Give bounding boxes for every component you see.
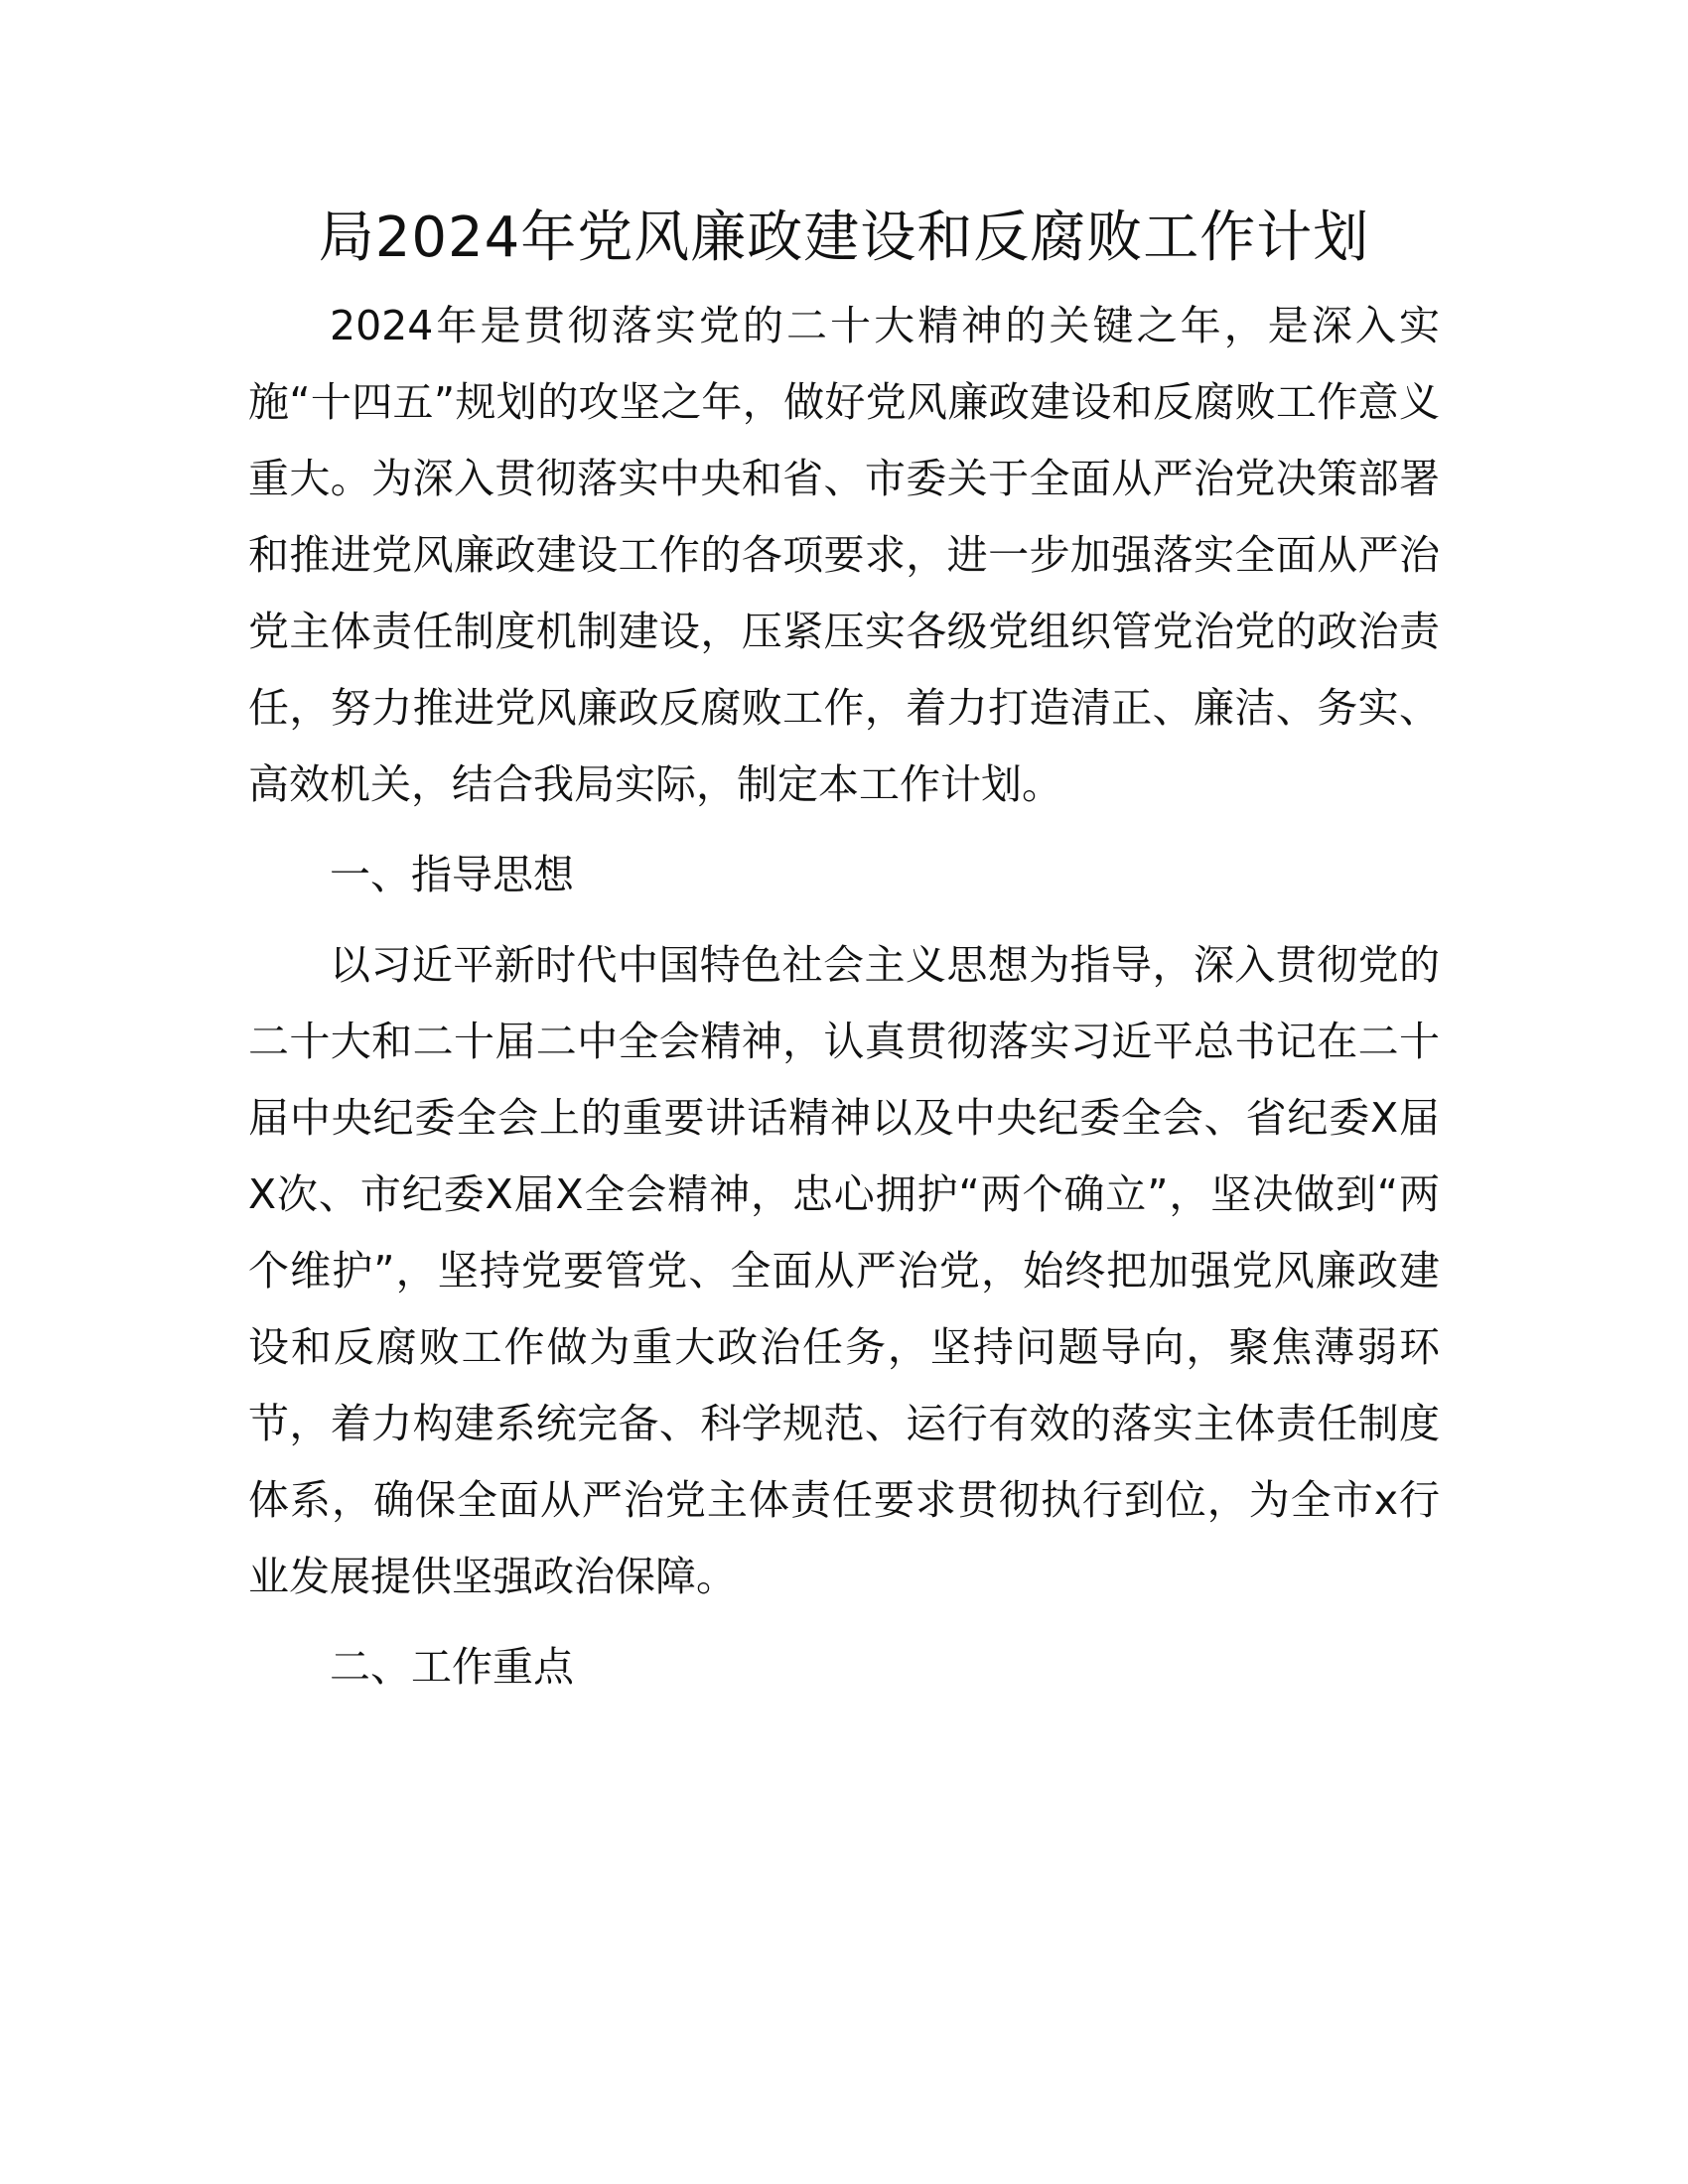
guiding-ideology-paragraph: 以习近平新时代中国特色社会主义思想为指导，深入贯彻党的二十大和二十届二中全会精神，认真贯彻落实习近平总书记在二十届中央纪委全会上的重要讲话精神以及中央纪委全会、省纪委X届X次、市纪委X届X全会精神，忠心拥护“两个确立”，坚决做到“两个维护”，坚持党要管党、全面从严治党，始终把加强党风廉政建设和反腐败工作做为重大政治任务，坚持问题导向，聚焦薄弱环节，着力构建系统完备、科学规范、运行有效的落实主体责任制度体系，确保全面从严治党主体责任要求贯彻执行到位，为全市x行业发展提供坚强政治保障。 [248, 941, 1440, 1600]
intro-paragraph: 2024年是贯彻落实党的二十大精神的关键之年，是深入实施“十四五”规划的攻坚之年，做好党风廉政建设和反腐败工作意义重大。为深入贯彻落实中央和省、市委关于全面从严治党决策部署和推进党风廉政建设工作的各项要求，进一步加强落实全面从严治党主体责任制度机制建设，压紧压实各级党组织管党治党的政治责任，努力推进党风廉政反腐败工作，着力打造清正、廉洁、务实、高效机关，结合我局实际，制定本工作计划。 [248, 302, 1440, 808]
document-title: 局2024年党风廉政建设和反腐败工作计划 [318, 205, 1370, 270]
document-body [248, 288, 1440, 1706]
section-heading-work-focus: 二、工作重点 [330, 1643, 574, 1691]
section-heading-guiding-ideology: 一、指导思想 [330, 851, 574, 898]
